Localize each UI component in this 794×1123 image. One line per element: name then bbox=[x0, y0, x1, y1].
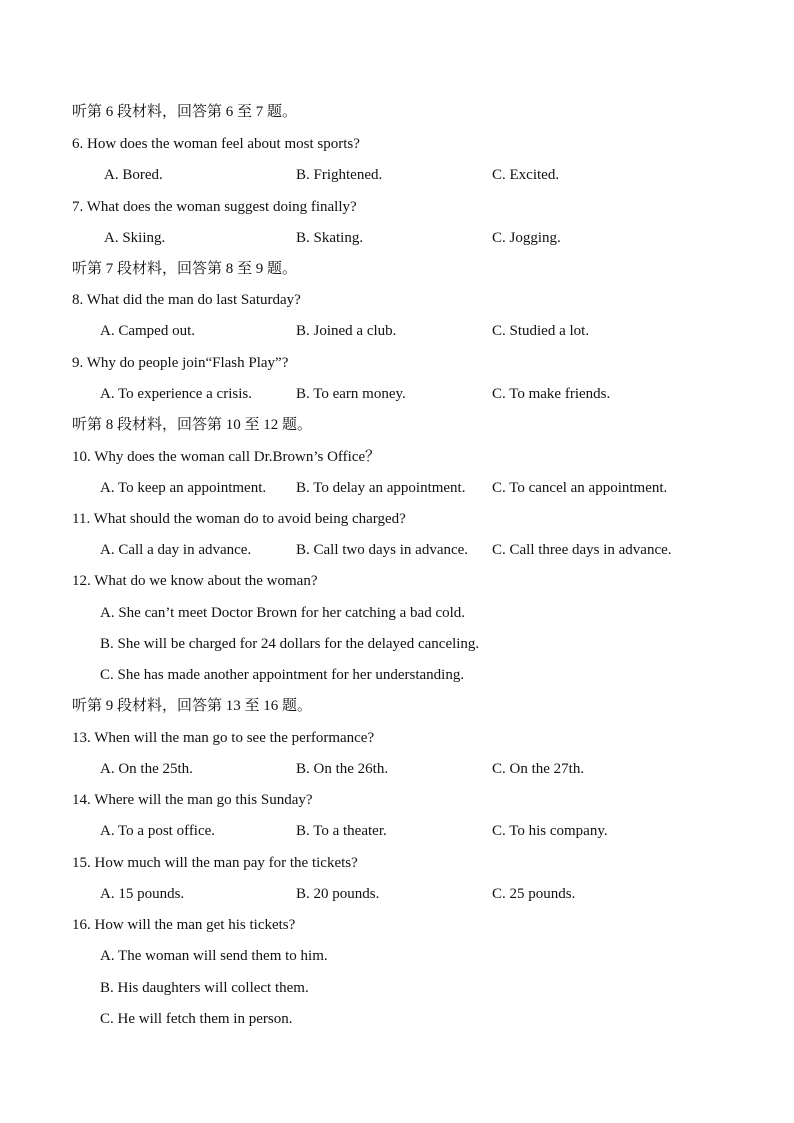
options-7 bbox=[0, 229, 794, 247]
question-13: 13. When will the man go to see the performance? bbox=[72, 730, 375, 746]
option-7b: B. Skating. bbox=[296, 230, 364, 246]
option-9b: B. To earn money. bbox=[296, 386, 406, 402]
options-10 bbox=[0, 479, 794, 497]
option-12c: C. She has made another appointment for her understanding. bbox=[100, 667, 465, 683]
question-6: 6. How does the woman feel about most sports? bbox=[72, 136, 360, 152]
option-6c: C. Excited. bbox=[492, 167, 560, 183]
options-8 bbox=[0, 322, 794, 340]
option-14a: A. To a post office. bbox=[100, 823, 216, 839]
section-heading-6: 听第 6 段材料，回答第 6 至 7 题。 bbox=[72, 104, 298, 120]
option-11b: B. Call two days in advance. bbox=[296, 542, 469, 558]
question-10: 10. Why does the woman call Dr.Brown’s Office？ bbox=[72, 449, 381, 465]
option-12a: A. She can’t meet Doctor Brown for her catching a bad cold. bbox=[100, 605, 466, 621]
option-13b: B. On the 26th. bbox=[296, 761, 389, 777]
option-8a: A. Camped out. bbox=[100, 323, 195, 339]
option-8b: B. Joined a club. bbox=[296, 323, 397, 339]
option-9c: C. To make friends. bbox=[492, 386, 611, 402]
question-14: 14. Where will the man go this Sunday? bbox=[72, 792, 313, 808]
question-12: 12. What do we know about the woman? bbox=[72, 573, 318, 589]
option-16a: A. The woman will send them to him. bbox=[100, 948, 328, 964]
option-7a: A. Skiing. bbox=[104, 230, 166, 246]
question-7: 7. What does the woman suggest doing finally? bbox=[72, 199, 357, 215]
options-15 bbox=[0, 885, 794, 903]
section-heading-7: 听第 7 段材料，回答第 8 至 9 题。 bbox=[72, 261, 298, 277]
option-15a: A. 15 pounds. bbox=[100, 886, 185, 902]
option-10b: B. To delay an appointment. bbox=[296, 480, 466, 496]
options-13 bbox=[0, 760, 794, 778]
question-8: 8. What did the man do last Saturday? bbox=[72, 292, 301, 308]
section-heading-8: 听第 8 段材料，回答第 10 至 12 题。 bbox=[72, 417, 313, 433]
options-6 bbox=[0, 166, 794, 184]
option-11a: A. Call a day in advance. bbox=[100, 542, 252, 558]
question-11: 11. What should the woman do to avoid being charged? bbox=[72, 511, 406, 527]
option-10a: A. To keep an appointment. bbox=[100, 480, 267, 496]
option-9a: A. To experience a crisis. bbox=[100, 386, 252, 402]
option-6a: A. Bored. bbox=[104, 167, 163, 183]
option-6b: B. Frightened. bbox=[296, 167, 383, 183]
option-12b: B. She will be charged for 24 dollars for the delayed canceling. bbox=[100, 636, 480, 652]
option-13a: A. On the 25th. bbox=[100, 761, 193, 777]
option-10c: C. To cancel an appointment. bbox=[492, 480, 668, 496]
options-11 bbox=[0, 541, 794, 559]
option-14b: B. To a theater. bbox=[296, 823, 387, 839]
question-9: 9. Why do people join“Flash Play”? bbox=[72, 355, 289, 371]
option-16c: C. He will fetch them in person. bbox=[100, 1011, 293, 1027]
option-15b: B. 20 pounds. bbox=[296, 886, 380, 902]
option-8c: C. Studied a lot. bbox=[492, 323, 590, 339]
options-9 bbox=[0, 385, 794, 403]
option-16b: B. His daughters will collect them. bbox=[100, 980, 309, 996]
option-11c: C. Call three days in advance. bbox=[492, 542, 672, 558]
section-heading-9: 听第 9 段材料，回答第 13 至 16 题。 bbox=[72, 698, 313, 714]
question-16: 16. How will the man get his tickets? bbox=[72, 917, 296, 933]
option-7c: C. Jogging. bbox=[492, 230, 561, 246]
option-15c: C. 25 pounds. bbox=[492, 886, 576, 902]
question-15: 15. How much will the man pay for the tickets? bbox=[72, 855, 358, 871]
option-14c: C. To his company. bbox=[492, 823, 608, 839]
option-13c: C. On the 27th. bbox=[492, 761, 585, 777]
options-14 bbox=[0, 822, 794, 840]
